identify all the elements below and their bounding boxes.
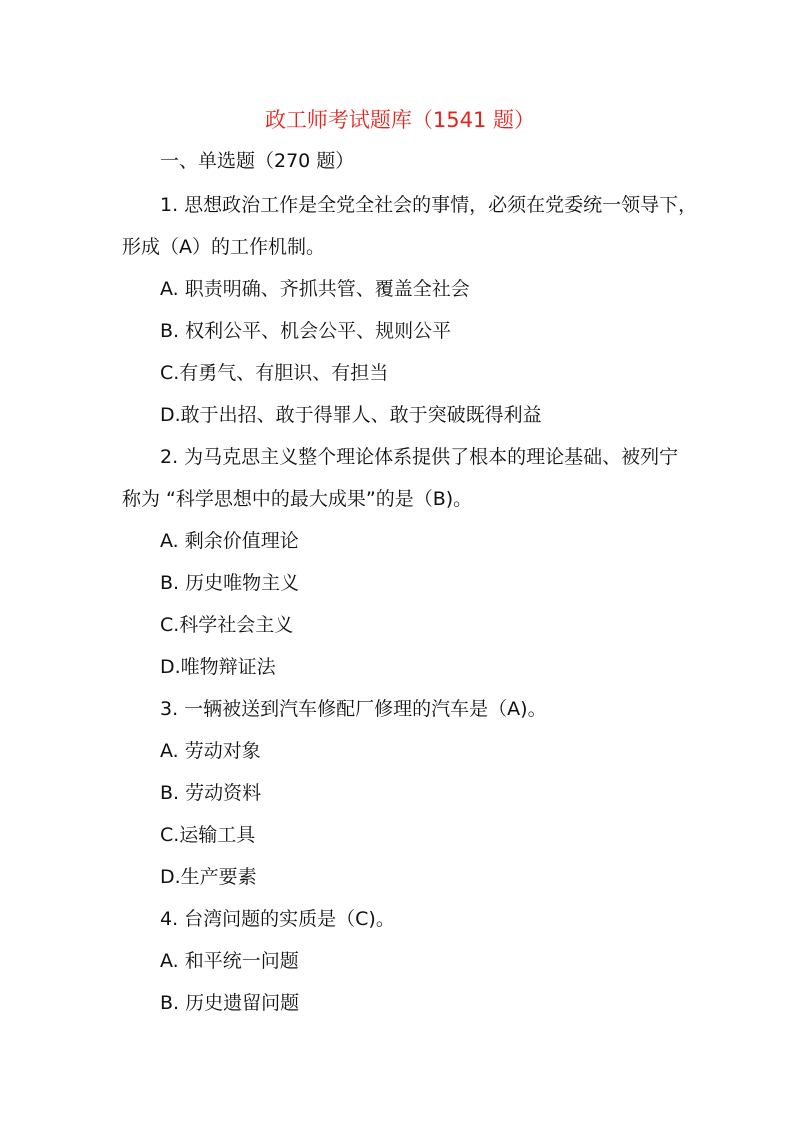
question-3-option-d: D.生产要素 xyxy=(160,866,257,888)
question-1-line-1: 1. 思想政治工作是全党全社会的事情，必须在党委统一领导下， xyxy=(160,194,698,216)
section-heading: 一、单选题（270 题） xyxy=(160,150,355,172)
question-3-option-a: A. 劳动对象 xyxy=(160,740,261,762)
question-3-stem: 3. 一辆被送到汽车修配厂修理的汽车是（A)。 xyxy=(160,698,547,720)
question-2-line-2: 称为 “科学思想中的最大成果”的是（B)。 xyxy=(122,488,473,510)
document-title: 政工师考试题库（1541 题） xyxy=(264,108,536,132)
question-4-stem: 4. 台湾问题的实质是（C)。 xyxy=(160,908,395,930)
question-1-option-a: A. 职责明确、齐抓共管、覆盖全社会 xyxy=(160,278,470,300)
question-4-option-a: A. 和平统一问题 xyxy=(160,950,299,972)
question-2-option-b: B. 历史唯物主义 xyxy=(160,572,300,594)
question-1-option-b: B. 权利公平、机会公平、规则公平 xyxy=(160,320,452,342)
question-1-option-d: D.敢于出招、敢于得罪人、敢于突破既得利益 xyxy=(160,404,542,426)
question-2-option-c: C.科学社会主义 xyxy=(160,614,294,636)
question-1-option-c: C.有勇气、有胆识、有担当 xyxy=(160,362,389,384)
question-3-option-c: C.运输工具 xyxy=(160,824,256,846)
question-3-option-b: B. 劳动资料 xyxy=(160,782,262,804)
question-2-option-d: D.唯物辩证法 xyxy=(160,656,276,678)
question-2-option-a: A. 剩余价值理论 xyxy=(160,530,299,552)
question-4-option-b: B. 历史遗留问题 xyxy=(160,992,300,1014)
question-1-line-2: 形成（A）的工作机制。 xyxy=(122,236,325,258)
question-2-line-1: 2. 为马克思主义整个理论体系提供了根本的理论基础、被列宁 xyxy=(160,446,679,468)
